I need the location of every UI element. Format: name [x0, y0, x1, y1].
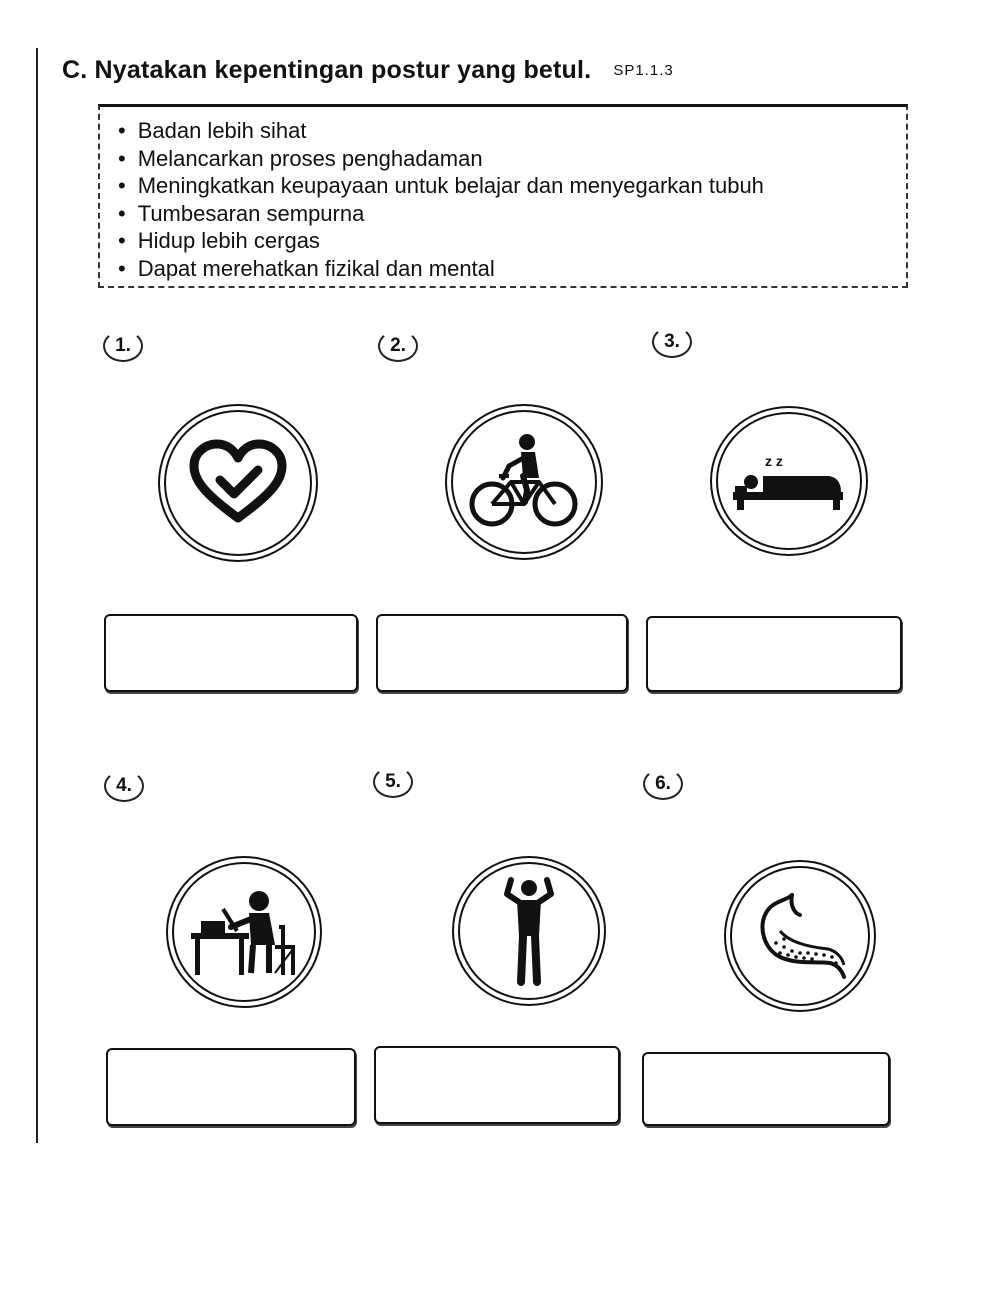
word-bank-item: • Tumbesaran sempurna	[118, 200, 906, 228]
item-number-1: 1.	[103, 330, 143, 362]
margin-line	[36, 48, 38, 1143]
item-6-picture	[724, 860, 876, 1012]
item-3-picture	[710, 406, 868, 556]
sleeping-person-icon	[729, 446, 849, 516]
strong-person-icon	[499, 876, 559, 986]
sleep-z-text: z z	[765, 453, 783, 469]
answer-box-3[interactable]	[646, 616, 902, 692]
word-bank-item: • Meningkatkan keupayaan untuk belajar dan menyegarkan tubuh	[118, 172, 906, 200]
word-bank-item: • Badan lebih sihat	[118, 117, 906, 145]
item-2-picture	[445, 404, 603, 560]
item-number-6: 6.	[643, 768, 683, 800]
title-text: C. Nyatakan kepentingan postur yang betul.	[62, 56, 592, 84]
word-bank-item: • Melancarkan proses penghadaman	[118, 145, 906, 173]
studying-person-icon	[189, 887, 299, 977]
item-number-4: 4.	[104, 770, 144, 802]
item-5-picture	[452, 856, 606, 1006]
item-number-5: 5.	[373, 766, 413, 798]
answer-box-1[interactable]	[104, 614, 358, 692]
syllabus-code: SP1.1.3	[613, 62, 674, 79]
answer-box-2[interactable]	[376, 614, 628, 692]
word-bank-item: • Hidup lebih cergas	[118, 227, 906, 255]
heart-check-icon	[188, 438, 288, 528]
question-title	[62, 56, 674, 85]
word-bank	[98, 104, 908, 288]
answer-box-6[interactable]	[642, 1052, 890, 1126]
item-number-2: 2.	[378, 330, 418, 362]
bicycle-icon	[469, 432, 579, 532]
item-1-picture	[158, 404, 318, 562]
answer-box-4[interactable]	[106, 1048, 356, 1126]
answer-box-5[interactable]	[374, 1046, 620, 1124]
word-bank-item: • Dapat merehatkan fizikal dan mental	[118, 255, 906, 283]
item-4-picture	[166, 856, 322, 1008]
stomach-icon	[750, 891, 850, 981]
item-number-3: 3.	[652, 326, 692, 358]
